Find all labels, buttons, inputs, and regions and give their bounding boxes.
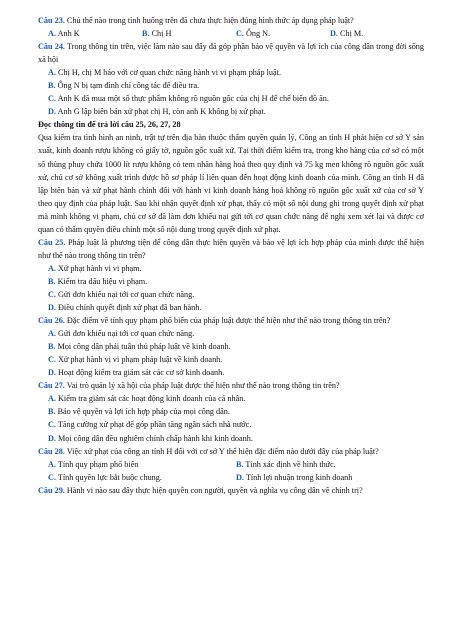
option-d: D. Điều chỉnh quyết định xử phạt đã ban hành. bbox=[48, 303, 202, 313]
option-d: D. Hoạt động kiểm tra giám sát các cơ sở kinh doanh. bbox=[48, 368, 225, 378]
option-d: D. Tính lợi nhuận trong kinh doanh bbox=[236, 472, 353, 482]
option-b: B. Tính xác định về hình thức. bbox=[236, 459, 336, 469]
option-c: C. Xử phạt hành vi vi phạm pháp luật về kinh doanh. bbox=[48, 355, 223, 365]
question-28 bbox=[38, 445, 424, 458]
option-c: C. Gửi đơn khiếu nại tới cơ quan chức năng. bbox=[48, 289, 195, 299]
question-text: Vai trò quản lý xã hội của pháp luật được thể hiện như thế nào trong thông tin trên? bbox=[64, 381, 340, 391]
question-number: Câu 27. bbox=[38, 381, 65, 391]
question-number: Câu 23. bbox=[38, 16, 65, 25]
option-a: A. Anh K bbox=[48, 29, 80, 39]
question-28-options-row-2 bbox=[38, 471, 424, 484]
question-number: Câu 24. bbox=[38, 42, 65, 52]
question-number: Câu 28. bbox=[38, 446, 65, 456]
option-d: D. Mọi công dân đều nghiêm chỉnh chấp hành khi kinh doanh. bbox=[48, 433, 253, 443]
option-b: B. Chị H bbox=[142, 29, 172, 39]
question-text: Hành vi nào sau đây thực hiện quyền con người, quyền và nghĩa vụ công dân về chính trị? bbox=[64, 485, 363, 495]
question-text: Việc xử phạt của công an tỉnh H đối với cơ sở Y thể hiện đặc điểm nào dưới đây của pháp luật? bbox=[64, 446, 379, 456]
reading-passage: Qua kiểm tra tình hình an ninh, trật tự trên địa bàn thuộc thẩm quyền quản lý, Công an tỉnh H phát hiện cơ sở Y sản xuất, kinh doanh rượu không có giấy tờ, nguồn gốc xuất xứ. Tại thời điểm kiểm tra, trong kho hàng của cơ sở có một số thùng phuy chứa 1000 lít rượu không có tem nhãn hàng hoá theo quy định và 75 kg men không rõ nguồn gốc xuất xứ, chủ cơ sở không xuất trình được hồ sơ pháp lí liên quan đến hoạt động kinh doanh của mình. Công an tỉnh H đã lập biên bản và xử phạt hành chính đối với hành vi kinh doanh hàng hoá không rõ nguồn gốc xuất xứ của cơ sở Y theo quy định của pháp luật. Sau khi nhận quyết định xử phạt, thấy có một số nội dung ghi trong quyết định xử phạt mà mình không vi phạm, chủ cơ sở đã làm đơn khiếu nại gửi tới cơ quan chức năng để nghị xem xét lại và được cơ quan có thẩm quyền điều chỉnh một số nội dung trong quyết định xử phạt. bbox=[38, 133, 424, 234]
question-29 bbox=[38, 484, 424, 497]
question-26 bbox=[38, 314, 424, 327]
option-c: C. Anh K đã mua một số thực phẩm không rõ nguồn gốc của chị H để chế biến đồ ăn. bbox=[48, 94, 329, 104]
question-number: Câu 29. bbox=[38, 485, 65, 495]
option-b: B. Ông N bị tạm đình chỉ công tác để điều tra. bbox=[48, 81, 200, 91]
option-c: C. Tăng cường xử phạt để góp phần tăng ngân sách nhà nước. bbox=[48, 420, 252, 430]
question-number: Câu 26. bbox=[38, 316, 65, 326]
question-text: Đặc điểm về tính quy phạm phổ biến của pháp luật được thể hiện như thế nào trong thông tin trên? bbox=[64, 316, 391, 326]
question-text: Chủ thể nào trong tình huống trên đã chưa thực hiện đúng hình thức áp dụng pháp luật? bbox=[64, 16, 354, 25]
question-number: Câu 25. bbox=[38, 237, 66, 247]
question-23 bbox=[38, 14, 424, 27]
option-a: A. Kiểm tra giám sát các hoạt động kinh doanh của cá nhân. bbox=[48, 394, 246, 404]
question-27 bbox=[38, 379, 424, 392]
section-heading: Đọc thông tin để trả lời câu 25, 26, 27, 28 bbox=[38, 120, 181, 130]
question-text: Pháp luật là phương tiện để công dân thực hiện quyền và bảo vệ lợi ích hợp pháp của mình được thể hiện như thế nào trong thông tin trên? bbox=[38, 237, 424, 260]
option-b: B. Mọi công dân phải tuân thủ pháp luật về kinh doanh. bbox=[48, 342, 231, 352]
question-23-options bbox=[38, 27, 424, 40]
option-a: A. Xử phạt hành vi vi phạm. bbox=[48, 263, 142, 273]
question-25 bbox=[38, 236, 424, 262]
option-c: C. Tính quyền lực bắt buộc chung. bbox=[48, 472, 162, 482]
option-a: A. Tính quy phạm phổ biến bbox=[48, 459, 139, 469]
option-c: C. Ông N. bbox=[236, 29, 271, 39]
option-b: B. Bảo vệ quyền và lợi ích hợp pháp của mọi công dân. bbox=[48, 407, 230, 417]
option-d: D. Anh G lập biên bản xử phạt chị H, còn anh K không bị xử phạt. bbox=[48, 107, 266, 117]
question-text: Trong thông tin trên, việc làm nào sau đây đã góp phần bảo vệ quyền và lợi ích của công dân trong đời sống xã hội bbox=[38, 42, 424, 65]
question-28-options-row-1 bbox=[38, 458, 424, 471]
option-a: A. Gửi đơn khiếu nại tới cơ quan chức năng. bbox=[48, 329, 195, 339]
option-a: A. Chị H, chị M báo với cơ quan chức năng hành vi vi phạm pháp luật. bbox=[48, 68, 281, 78]
option-d: D. Chị M. bbox=[330, 29, 364, 39]
option-b: B. Kiểm tra dấu hiệu vi phạm. bbox=[48, 276, 148, 286]
question-24 bbox=[38, 40, 424, 66]
